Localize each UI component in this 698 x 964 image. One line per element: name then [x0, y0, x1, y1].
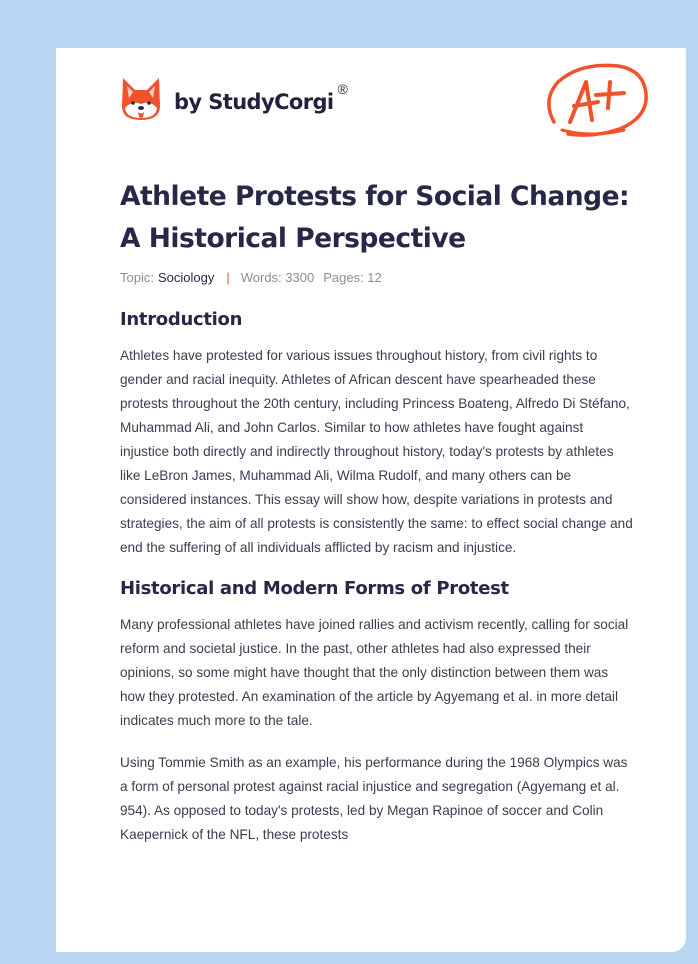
word-count: Words: 3300: [240, 270, 315, 285]
paragraph: Athletes have protested for various issues throughout history, from civil rights to gender and racial inequity. Athletes of African descent have spearheaded these protests throughout the 20th century, including Princess Boateng, Alfredo Di Stéfano, Muhammad Ali, and John Carlos. Similar to how athletes have fought against injustice both directly and indirectly throughout history, today's protests by athletes like LeBron James, Muhammad Ali, Wilma Rudolf, and many others can be considered instances. This essay will show how, despite variations in protests and strategies, the aim of all protests is consistently the same: to effect social change and end the suffering of all individuals afflicted by racism and injustice.: [120, 348, 633, 555]
studycorgi-logo[interactable]: [120, 76, 348, 122]
meta-separator: |: [226, 270, 230, 285]
header: [120, 76, 660, 146]
title-line-1: Athlete Protests for Social Change:: [120, 181, 630, 212]
topic-link[interactable]: Sociology: [157, 270, 215, 285]
section-heading-introduction: Introduction: [120, 309, 243, 330]
section-heading-historical-forms: Historical and Modern Forms of Protest: [120, 578, 509, 599]
essay-title: [120, 176, 634, 260]
corgi-logo-icon: [120, 76, 162, 122]
title-line-2: A Historical Perspective: [120, 223, 466, 254]
essay-card: [56, 48, 686, 952]
registered-mark: ®: [337, 81, 348, 97]
a-plus-grade-icon: [540, 60, 650, 144]
paragraph: Using Tommie Smith as an example, his performance during the 1968 Olympics was a form of personal protest against racial injustice and segregation (Agyemang et al. 954). As opposed to today's protests, led by Megan Rapinoe of soccer and Colin Kaepernick of the NFL, these protests: [120, 755, 628, 842]
essay-meta: [120, 270, 634, 285]
essay-content: [120, 176, 634, 847]
page-count: Pages: 12: [323, 270, 382, 285]
paragraph: Many professional athletes have joined rallies and activism recently, calling for social reform and societal justice. In the past, other athletes had also expressed their opinions, so some might have thought that the only distinction between them was how they protested. An examination of the article by Agyemang et al. in more detail indicates much more to the tale.: [120, 617, 629, 728]
topic-label: Topic:: [120, 270, 154, 285]
brand-name: by StudyCorgi: [174, 90, 334, 114]
